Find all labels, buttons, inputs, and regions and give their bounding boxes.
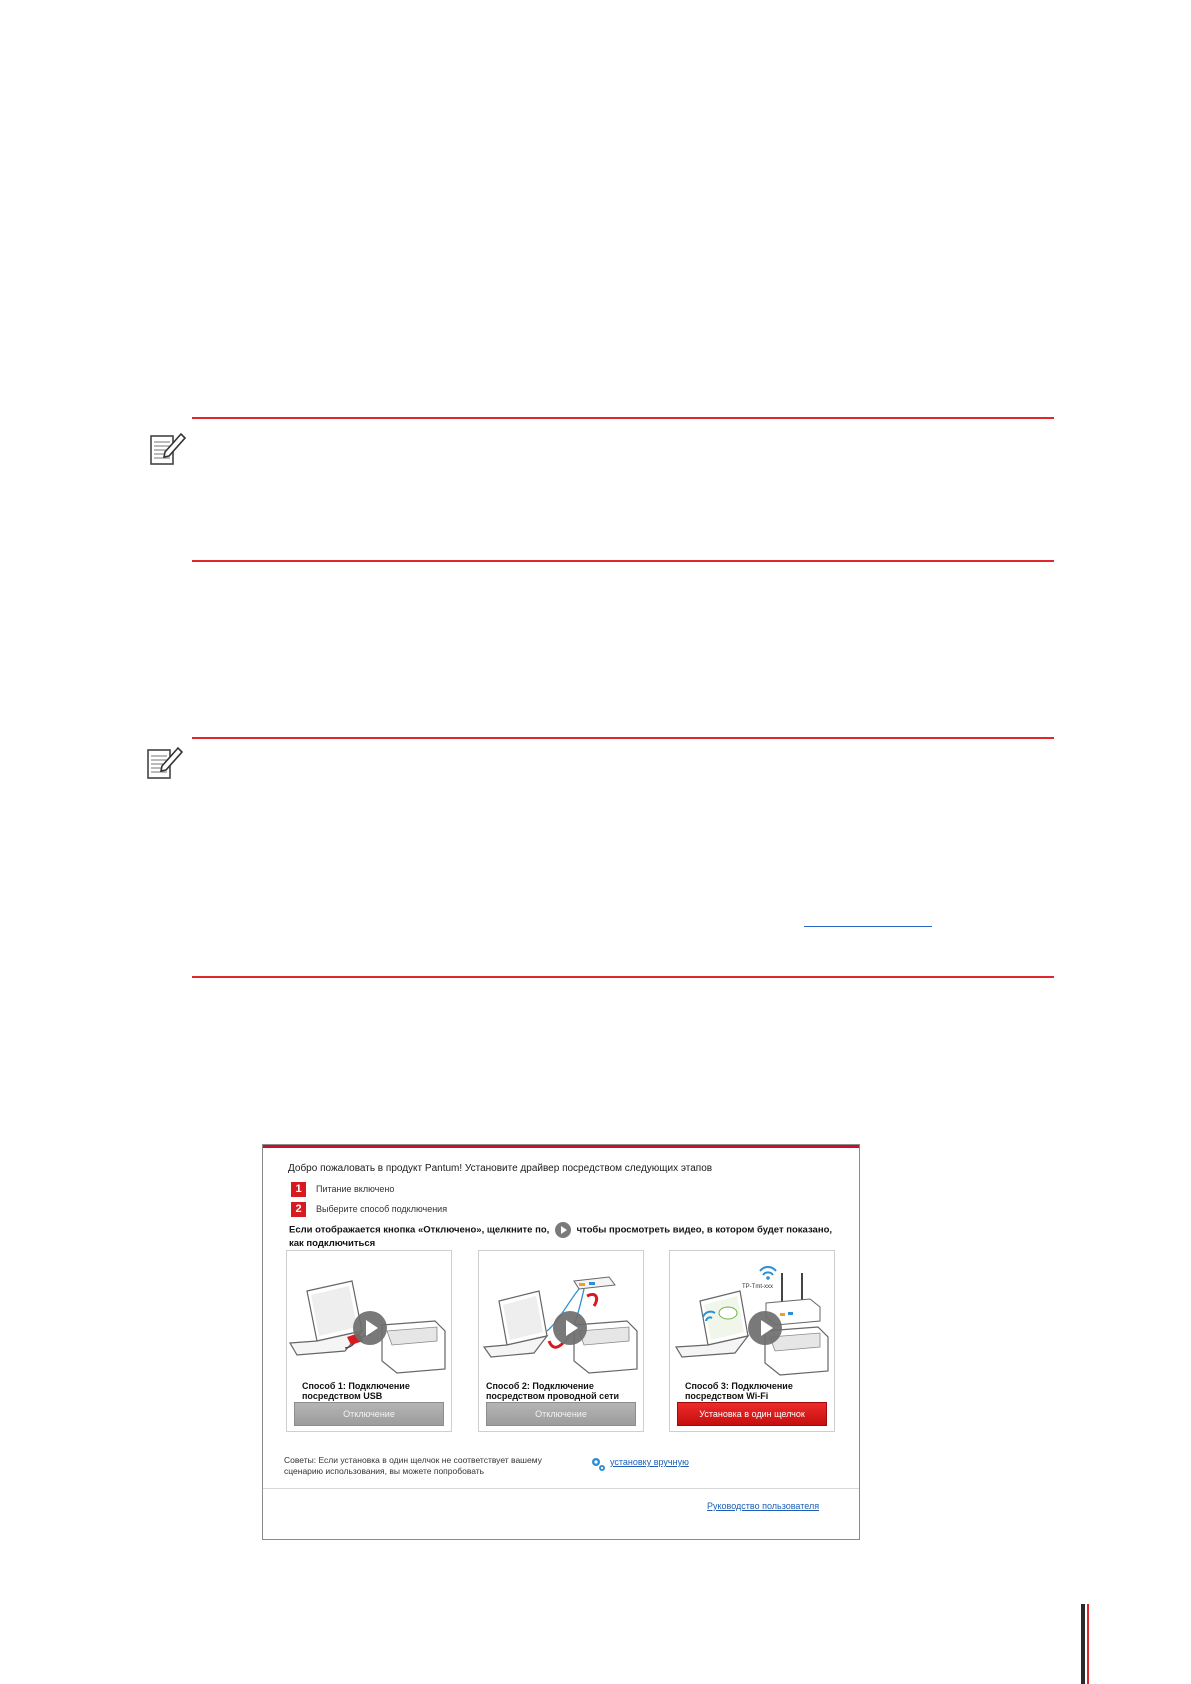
step-number: 1 [291, 1182, 306, 1197]
method-wired-card [478, 1250, 644, 1432]
manual-install-link[interactable]: установку вручную [610, 1457, 689, 1467]
method-wifi-card [669, 1250, 835, 1432]
note2-top-rule [192, 737, 1054, 739]
method-title: Способ 1: Подключение посредством USB [302, 1381, 410, 1401]
play-icon[interactable] [353, 1311, 387, 1345]
usb-disconnected-button[interactable]: Отключение [294, 1402, 444, 1426]
step-power [291, 1181, 394, 1197]
page-edge-accent [1087, 1604, 1089, 1684]
installer-top-bar [263, 1145, 859, 1148]
note-top-rule [192, 417, 1054, 419]
installer-divider [263, 1488, 859, 1489]
tips-text: Советы: Если установка в один щелчок не соответствует вашему сценарию использования, вы можете попробовать [284, 1455, 542, 1476]
note-bottom-rule [192, 560, 1054, 562]
wired-disconnected-button[interactable]: Отключение [486, 1402, 636, 1426]
method-title: Способ 2: Подключение посредством проводной сети [486, 1381, 620, 1401]
note-link-underline[interactable] [804, 926, 932, 927]
play-icon [555, 1222, 571, 1238]
method-usb-card [286, 1250, 452, 1432]
note2-bottom-rule [192, 976, 1054, 978]
installer-screenshot [262, 1144, 860, 1540]
video-hint [289, 1222, 834, 1249]
play-icon[interactable] [748, 1311, 782, 1345]
method-title: Способ 3: Подключение посредством Wi-Fi [685, 1381, 793, 1401]
note-icon [148, 430, 188, 470]
user-guide-link[interactable]: Руководство пользователя [707, 1501, 820, 1511]
step-number: 2 [291, 1202, 306, 1217]
installer-welcome: Добро пожаловать в продукт Pantum! Установите драйвер посредством следующих этапов [288, 1163, 713, 1174]
step-connection [291, 1201, 447, 1217]
gear-icon [590, 1456, 606, 1472]
note-icon [145, 744, 185, 784]
one-click-install-button[interactable]: Установка в один щелчок [677, 1402, 827, 1426]
router-ssid-label: TP-Tmt-xxx [742, 1284, 773, 1290]
hint-text: Если отображается кнопка «Отключено», щелкните по, [289, 1224, 550, 1236]
step-label: Питание включено [316, 1184, 395, 1194]
step-label: Выберите способ подключения [316, 1204, 448, 1214]
hint-text: чтобы просмотреть видео, в котором будет показано, как подключиться [289, 1224, 833, 1249]
page-edge-bar [1081, 1604, 1085, 1684]
play-icon[interactable] [553, 1311, 587, 1345]
